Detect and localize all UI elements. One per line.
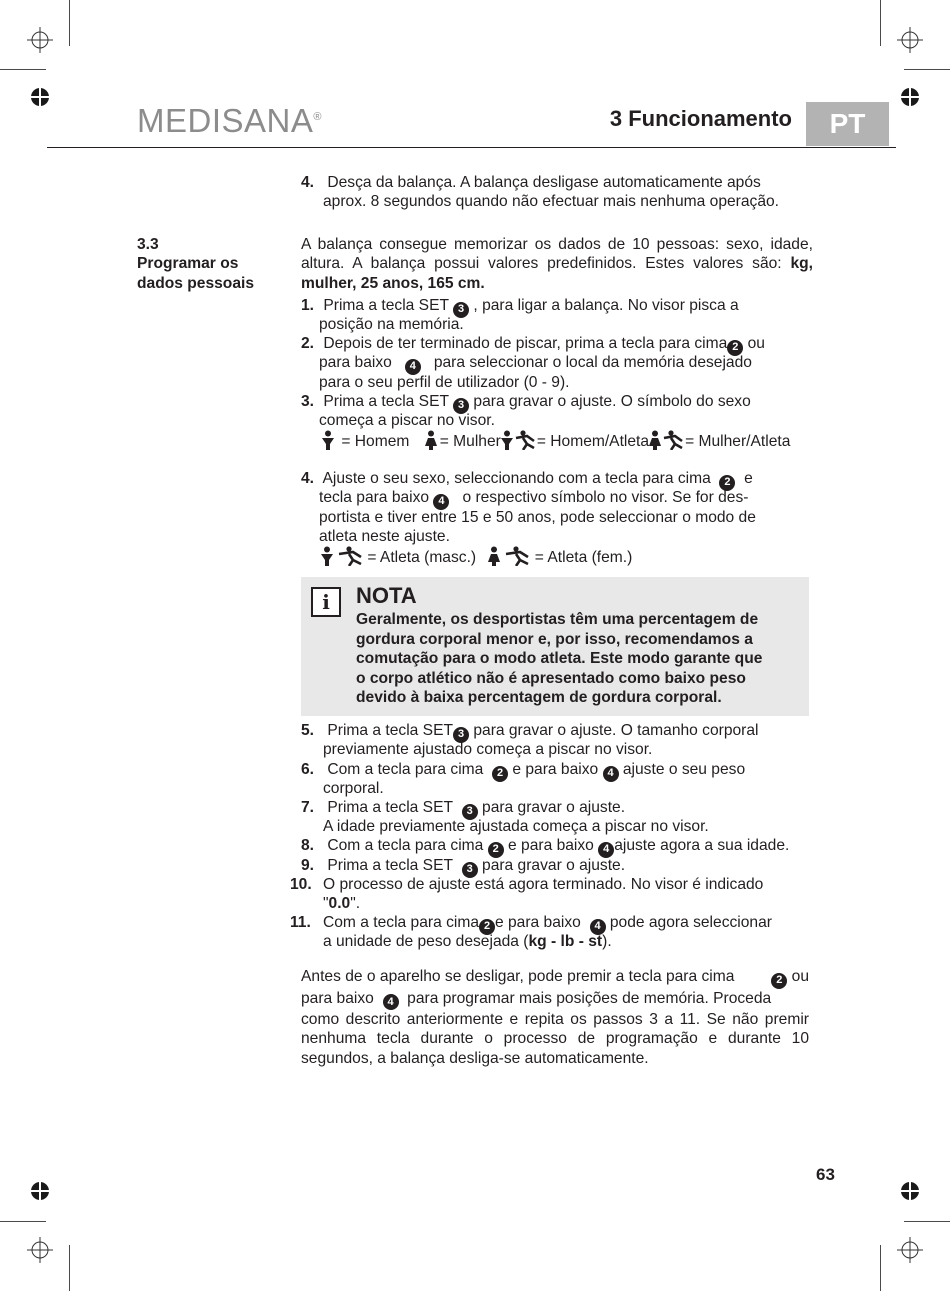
symbol-label: = Atleta (masc.) (367, 549, 477, 566)
step-number: 11. (290, 914, 311, 931)
female-athlete-icon (649, 430, 685, 450)
key-down-icon: 4 (590, 919, 606, 935)
step-line (319, 488, 748, 510)
language-tab: PT (806, 102, 889, 146)
step-number: 6. (301, 761, 315, 778)
registered-mark: ® (313, 111, 322, 123)
athlete-symbols-row (321, 546, 632, 567)
step-text: para gravar o ajuste. (482, 799, 626, 816)
key-up-icon: 2 (719, 475, 735, 491)
step-text: portista e tiver entre 15 e 50 anos, pode seleccionar o modo de (319, 509, 756, 526)
key-up-icon: 2 (771, 973, 787, 989)
closing-line (301, 989, 809, 1011)
key-up-icon: 2 (727, 340, 743, 356)
crop-mark (0, 1221, 46, 1222)
registration-dot-icon (31, 1182, 49, 1200)
crop-mark (904, 69, 950, 70)
intro-text: A balança consegue memorizar os dados de 10 pessoas: sexo, idade, altura. A balança possui valores predefinidos. Estes valores são: (301, 236, 813, 273)
brand-name: MEDISANA (137, 102, 314, 139)
female-person-icon (422, 430, 440, 450)
info-icon: i (311, 587, 341, 617)
step-text: Depois de ter terminado de piscar, prima a tecla para cima (323, 335, 728, 352)
step-text: atleta neste ajuste. (319, 528, 450, 545)
section-title-line: dados pessoais (137, 274, 254, 292)
step-text: Prima a tecla SET (327, 857, 453, 874)
step-text: para gravar o ajuste. (482, 857, 626, 874)
weight-units: kg - lb - st (528, 933, 603, 950)
key-set-icon: 3 (453, 398, 469, 414)
key-down-icon: 4 (383, 994, 399, 1010)
registration-dot-icon (901, 88, 919, 106)
key-down-icon: 4 (433, 494, 449, 510)
step-number: 2. (301, 335, 315, 352)
step-text: posição na memória. (319, 316, 464, 333)
key-down-icon: 4 (598, 842, 614, 858)
header-divider (47, 147, 896, 148)
step-number: 1. (301, 297, 315, 314)
step-text: O processo de ajuste está agora terminado. No visor é indicado (323, 876, 764, 893)
step-text: a unidade de peso desejada ( (323, 933, 529, 950)
step-text: e (744, 470, 753, 487)
registration-mark-icon (27, 27, 53, 53)
registration-mark-icon (897, 1237, 923, 1263)
symbol-label: = Homem/Atleta (536, 433, 650, 450)
step-text: Prima a tecla SET (327, 722, 453, 739)
step-text: , para ligar a balança. No visor pisca a (473, 297, 739, 314)
step-text: corporal. (323, 780, 384, 797)
step-text: Com a tecla para cima (327, 761, 484, 778)
step-text: e para baixo (508, 837, 594, 854)
closing-text: para programar mais posições de memória. Proceda (407, 989, 772, 1007)
step-text: Com a tecla para cima (323, 914, 479, 931)
note-line: devido à baixa percentagem de gordura corporal. (356, 689, 722, 707)
step-text: A idade previamente ajustada começa a piscar no visor. (323, 818, 709, 835)
crop-mark (880, 0, 881, 46)
step-line (323, 932, 612, 951)
male-person-icon (319, 430, 337, 450)
crop-mark (904, 1221, 950, 1222)
symbol-label: = Homem (341, 433, 410, 450)
closing-text: ou (791, 968, 809, 985)
key-up-icon: 2 (488, 842, 504, 858)
crop-mark (69, 0, 70, 46)
list-item (301, 836, 789, 858)
male-athlete-icon (501, 430, 537, 450)
section-number: 3.3 (137, 236, 159, 253)
brand-logo (137, 102, 322, 140)
note-line: comutação para o modo atleta. Este modo garante que (356, 650, 763, 668)
step-number: 4. (301, 470, 315, 487)
step-text: para seleccionar o local da memória desejado (433, 354, 752, 371)
step-number: 5. (301, 722, 315, 739)
step-number: 8. (301, 837, 315, 854)
step-text: ou (747, 335, 765, 352)
key-set-icon: 3 (453, 302, 469, 318)
step-text: para baixo (319, 354, 392, 371)
step-text: Prima a tecla SET (327, 799, 453, 816)
step-line (323, 894, 360, 913)
step-number: 3. (301, 393, 315, 410)
step-text: Prima a tecla SET (323, 297, 449, 314)
step-number: 7. (301, 799, 315, 816)
step-number: 10. (290, 876, 312, 893)
step-text: para gravar o ajuste. O tamanho corporal (473, 722, 759, 739)
intro-defaults: kg, mulher, 25 anos, 165 cm. (301, 255, 813, 292)
step-text: ). (602, 933, 612, 950)
step-text: pode agora seleccionar (609, 914, 772, 931)
closing-line (301, 967, 809, 989)
step-number: 9. (301, 857, 315, 874)
note-title: NOTA (356, 583, 417, 608)
step-text: começa a piscar no visor. (319, 412, 495, 429)
male-athlete-icon (321, 546, 363, 566)
step-text: Prima a tecla SET (323, 393, 449, 410)
step-text: tecla para baixo (319, 489, 430, 506)
section-title-line: Programar os (137, 255, 239, 273)
note-line: o corpo atlético não é apresentado como baixo peso (356, 669, 746, 687)
step-text: e para baixo (495, 914, 581, 931)
step-text: o respectivo símbolo no visor. Se for des- (462, 489, 749, 506)
crop-mark (0, 69, 46, 70)
step-text: para o seu perfil de utilizador (0 - 9). (319, 374, 570, 391)
gender-symbols-row (319, 430, 790, 451)
step-text: Com a tecla para cima (327, 837, 484, 854)
crop-mark (69, 1245, 70, 1291)
key-down-icon: 4 (405, 359, 421, 375)
symbol-label: = Mulher/Atleta (685, 433, 791, 450)
closing-text: como descrito anteriormente e repita os passos 3 a 11. Se não premir nenhuma tecla durante o processo de programação e durante 10 segundos, a balança desliga-se automaticamente. (301, 1011, 809, 1067)
step-text: Ajuste o seu sexo, seleccionando com a tecla para cima (322, 470, 711, 487)
step-number: 4. (301, 174, 315, 191)
key-set-icon: 3 (462, 804, 478, 820)
section-heading (137, 235, 254, 293)
intro-step (301, 173, 761, 192)
closing-text: para baixo (301, 989, 374, 1007)
page-number: 63 (816, 1165, 835, 1184)
step-text: e para baixo (512, 761, 599, 778)
key-set-icon: 3 (462, 862, 478, 878)
closing-paragraph (301, 967, 809, 1068)
step-text: para gravar o ajuste. O símbolo do sexo (473, 393, 751, 410)
note-text (356, 610, 811, 708)
step-text: previamente ajustado começa a piscar no visor. (323, 741, 653, 758)
step-text: Desça da balança. A balança desligase automaticamente após (327, 174, 761, 191)
crop-mark (880, 1245, 881, 1291)
chapter-title: 3 Funcionamento (609, 106, 792, 131)
registration-dot-icon (31, 88, 49, 106)
female-athlete-icon (488, 546, 530, 566)
registration-mark-icon (897, 27, 923, 53)
step-text: " (323, 895, 329, 912)
step-text: ajuste o seu peso (622, 761, 746, 778)
key-set-icon: 3 (453, 727, 469, 743)
symbol-label: = Mulher (439, 433, 501, 450)
display-value: 0.0 (328, 895, 351, 912)
key-up-icon: 2 (492, 766, 508, 782)
note-line: Geralmente, os desportistas têm uma percentagem de (356, 611, 759, 628)
list-item (290, 875, 763, 894)
step-text: ajuste agora a sua idade. (614, 837, 790, 854)
section-intro (301, 235, 813, 293)
registration-dot-icon (901, 1182, 919, 1200)
symbol-label: = Atleta (fem.) (534, 549, 633, 566)
key-up-icon: 2 (479, 919, 495, 935)
registration-mark-icon (27, 1237, 53, 1263)
step-line (319, 353, 752, 375)
note-line: gordura corporal menor e, por isso, recomendamos a (356, 630, 753, 648)
step-text: aprox. 8 segundos quando não efectuar mais nenhuma operação. (323, 193, 780, 210)
closing-text: Antes de o aparelho se desligar, pode premir a tecla para cima (301, 968, 735, 985)
key-down-icon: 4 (603, 766, 619, 782)
step-text: ". (350, 895, 361, 912)
